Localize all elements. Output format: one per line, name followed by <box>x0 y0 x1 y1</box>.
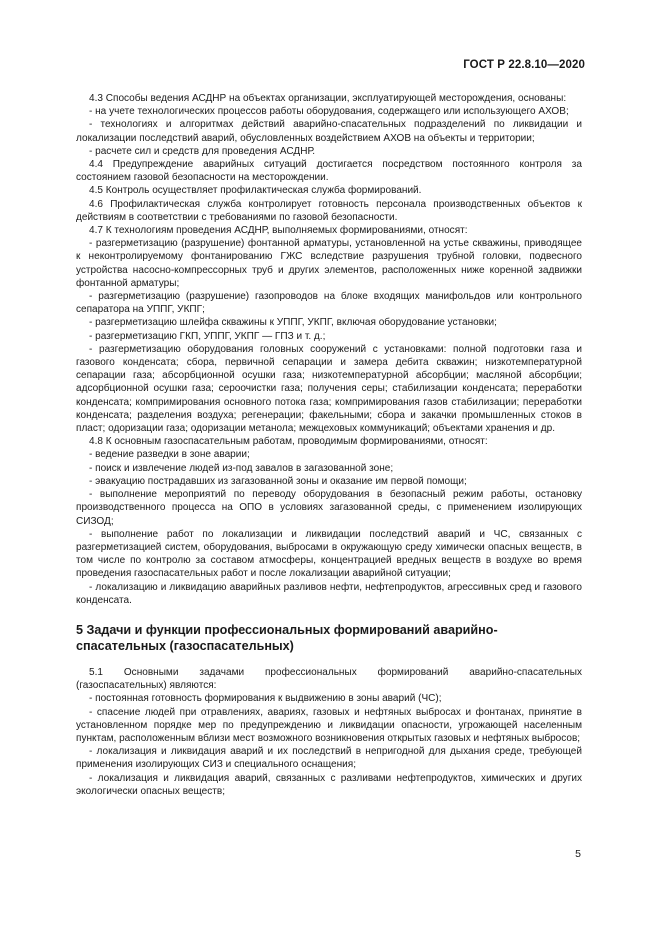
page-number: 5 <box>575 848 581 860</box>
list-item: - на учете технологических процессов работы оборудования, содержащего или использующего АХОВ; <box>89 106 569 118</box>
list-item: - расчете сил и средств для проведения АСДНР. <box>89 145 316 157</box>
list-item: - эвакуацию пострадавших из загазованной зоны и оказание им первой помощи; <box>89 475 467 487</box>
list-item: - локализация и ликвидация аварий, связанных с разливами нефтепродуктов, химических и других экологически опасных веществ; <box>76 772 582 797</box>
list-item: - разгерметизацию ГКП, УППГ, УКПГ — ГПЗ и т. д.; <box>89 330 326 342</box>
list-item: - поиск и извлечение людей из-под завалов в загазованной зоне; <box>89 462 394 474</box>
list-item: - локализацию и ликвидацию аварийных разливов нефти, нефтепродуктов, агрессивных сред и газового конденсата. <box>76 581 582 606</box>
list-item: - технологиях и алгоритмах действий аварийно-спасательных подразделений по ликвидации и локализации последствий аварий, обусловленных воздействием АХОВ на объекты и территории; <box>76 119 582 144</box>
list-item: - разгерметизацию шлейфа скважины к УППГ, УКПГ, включая оборудование установки; <box>89 317 497 329</box>
document-header: ГОСТ Р 22.8.10—2020 <box>463 59 585 71</box>
paragraph: 4.8 К основным газоспасательным работам, проводимым формированиями, относят: <box>89 436 488 448</box>
paragraph: 4.4 Предупреждение аварийных ситуаций достигается посредством постоянного контроля за состоянием газовой безопасности на месторождении. <box>76 159 582 184</box>
list-item: - постоянная готовность формирования к выдвижению в зоны аварий (ЧС); <box>89 693 442 705</box>
list-item: - выполнение мероприятий по переводу оборудования в безопасный режим работы, остановку производственного процесса на ОПО в условиях загазованной среды, с применением изолирующих СИЗОД; <box>76 489 582 527</box>
list-item: - локализация и ликвидация аварий и их последствий в непригодной для дыхания среде, требующей применения изолирующих СИЗ и специального оснащения; <box>76 746 582 771</box>
paragraph: 4.5 Контроль осуществляет профилактическая служба формирований. <box>89 185 422 197</box>
paragraph: 5.1 Основными задачами профессиональных формирований аварийно-спасательных (газоспасательных) являются: <box>76 666 582 692</box>
list-item: - выполнение работ по локализации и ликвидации последствий аварий и ЧС, связанных с разгерметизацией систем, оборудования, выбросами в окружающую среду химически опасных веществ, в том числе по контролю за составом атмосферы, концентрацией вредных веществ в воздухе во время проведения газоспасательных работ и после локализации аварийной ситуации; <box>76 528 582 580</box>
paragraph: 4.7 К технологиям проведения АСДНР, выполняемых формированиями, относят: <box>89 225 468 237</box>
list-item: - спасение людей при отравлениях, авариях, газовых и нефтяных выбросах и фонтанах, принятие в установленном порядке мер по предупреждению и ликвидации опасности, угрожающей населенным пунктам, расположенным вблизи мест возможного возникновения открытых газовых и нефтяных выбросов; <box>76 706 582 744</box>
list-item: - разгерметизацию оборудования головных сооружений с установками: полной подготовки газа и газового конденсата; сбора, первичной сепарации и замера дебита скважин; низкотемпературной сепарации газа; абсорбционной осушки газа; низкотемпературной абсорбции; масляной абсорбции; адсорбционной осушки газа; сероочистки газа; получения серы; стабилизации конденсата; переработки конденсата; компримирования основного потока газа; компримирования газов стабилизации; переработки конденсата; разделения воздуха; регенерации; факельными; сбора и закачки промышленных стоков в пласт; одоризации газа; одоризации метанола; межцеховых коммуникаций; объектами хранения и др. <box>76 343 582 435</box>
document-body <box>76 92 582 798</box>
list-item: - разгерметизацию (разрушение) газопроводов на блоке входящих манифольдов или контрольного сепаратора на УППГ, УКПГ; <box>76 291 582 316</box>
section-heading: 5 Задачи и функции профессиональных формирований аварийно-спасательных (газоспасательных) <box>76 622 498 653</box>
paragraph: 4.6 Профилактическая служба контролирует готовность персонала производственных объектов к действиям в соответствии с требованиями по газовой безопасности. <box>76 198 582 223</box>
list-item: - разгерметизацию (разрушение) фонтанной арматуры, установленной на устье скважины, приводящее к неконтролируемому фонтанированию ГЖС вследствие разрушения трубной головки, подвесного устройства насосно-компрессорных труб и других элементов, расположенных ниже коренной задвижки фонтанной арматуры; <box>76 238 582 289</box>
paragraph: 4.3 Способы ведения АСДНР на объектах организации, эксплуатирующей месторождения, основаны: <box>89 93 567 104</box>
list-item: - ведение разведки в зоне аварии; <box>89 449 250 461</box>
